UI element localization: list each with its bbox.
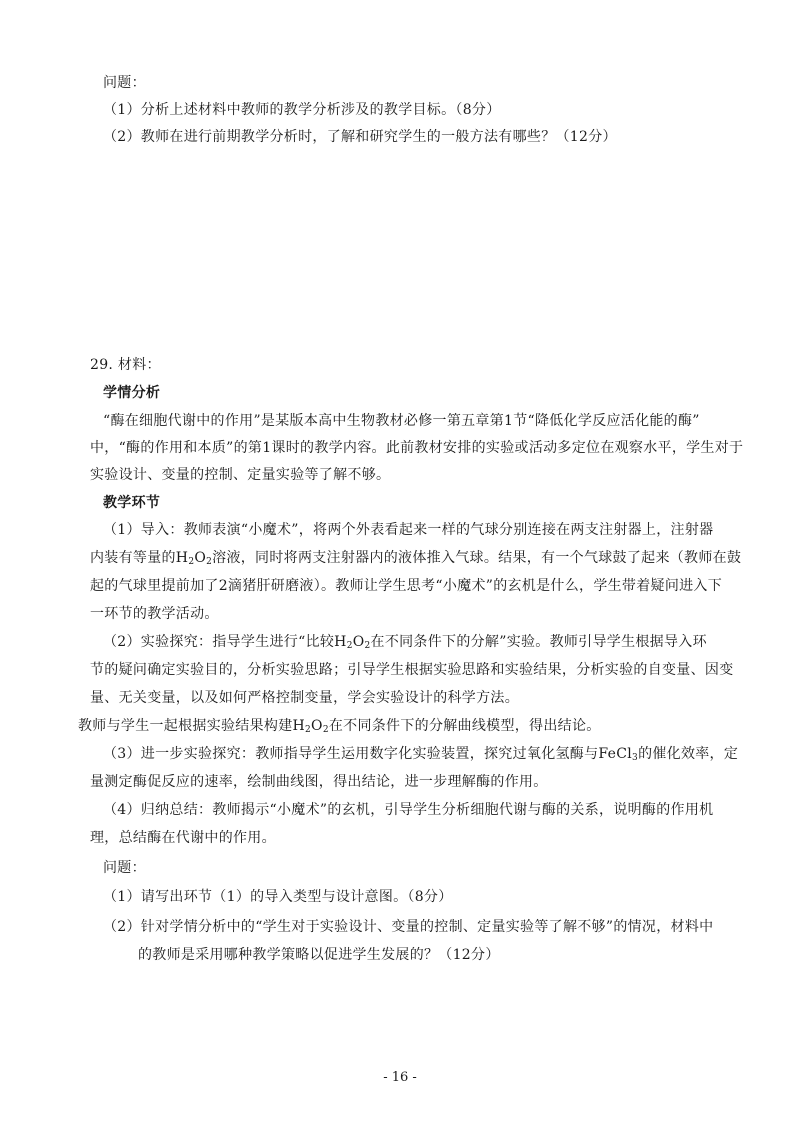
student-analysis-line-3: 实验设计、变量的控制、定量实验等了解不够。	[90, 467, 391, 483]
stage-2-line-1: （2）实验探究：指导学生进行“比较$H_2O_2$在不同条件下的分解”实验。教师引导学生根据导入环	[103, 634, 707, 651]
page-number: - 16 -	[383, 1070, 417, 1085]
stage-1-line-3: 起的气球里提前加了2滴猪肝研磨液）。教师让学生思考“小魔术”的玄机是什么，学生带着疑问进入下	[90, 578, 723, 594]
student-analysis-heading: 学情分析	[103, 385, 161, 401]
stage-4-line-2: 理，总结酶在代谢中的作用。	[90, 830, 276, 846]
question-29-number: 29. 材料：	[90, 357, 161, 373]
stage-1-line-4: 一环节的教学活动。	[90, 606, 219, 622]
student-analysis-line-2: 中，“酶的作用和本质”的第1课时的教学内容。此前教材安排的实验或活动多定位在观察水平，学生对于	[90, 440, 744, 456]
student-analysis-line-1: “酶在细胞代谢中的作用”是某版本高中生物教材必修一第五章第1节“降低化学反应活化能的酶”	[103, 413, 700, 429]
stage-2-line-2: 节的疑问确定实验目的，分析实验思路；引导学生根据实验思路和实验结果，分析实验的自变量、因变	[90, 662, 734, 678]
prev-questions-label: 问题：	[103, 75, 146, 91]
question-29-2-line-1: （2）针对学情分析中的“学生对于实验设计、变量的控制、定量实验等了解不够”的情况，材料中	[103, 919, 714, 935]
prev-question-1: （1）分析上述材料中教师的教学分析涉及的教学目标。（8分）	[103, 102, 501, 118]
stage-2-line-3: 量、无关变量，以及如何严格控制变量，学会实验设计的科学方法。	[90, 690, 519, 706]
stage-3-line-2: 量测定酶促反应的速率，绘制曲线图，得出结论，进一步理解酶的作用。	[90, 774, 548, 790]
stage-1-line-1: （1）导入：教师表演“小魔术”，将两个外表看起来一样的气球分别连接在两支注射器上，注射器	[103, 522, 714, 538]
prev-question-2: （2）教师在进行前期教学分析时，了解和研究学生的一般方法有哪些？（12分）	[103, 129, 617, 145]
teaching-heading: 教学环节	[103, 495, 161, 511]
stage-3-line-1: （3）进一步实验探究：教师指导学生运用数字化实验装置，探究过氧化氢酶与FeCl$_3$的催化效率，定	[103, 746, 739, 763]
stage-1-line-2: 内装有等量的$H_2O_2$溶液，同时将两支注射器内的液体推入气球。结果，有一个气球鼓了起来（教师在鼓	[90, 550, 742, 567]
question-29-2-line-2: 的教师是采用哪种教学策略以促进学生发展的？（12分）	[138, 947, 500, 963]
stage-4-line-1: （4）归纳总结：教师揭示“小魔术”的玄机，引导学生分析细胞代谢与酶的关系，说明酶的作用机	[103, 802, 714, 818]
question-29-1: （1）请写出环节（1）的导入类型与设计意图。（8分）	[103, 889, 453, 905]
stage-2-line-4: 教师与学生一起根据实验结果构建$H_2O_2$在不同条件下的分解曲线模型，得出结论。	[78, 718, 601, 735]
questions-label: 问题：	[103, 860, 146, 876]
